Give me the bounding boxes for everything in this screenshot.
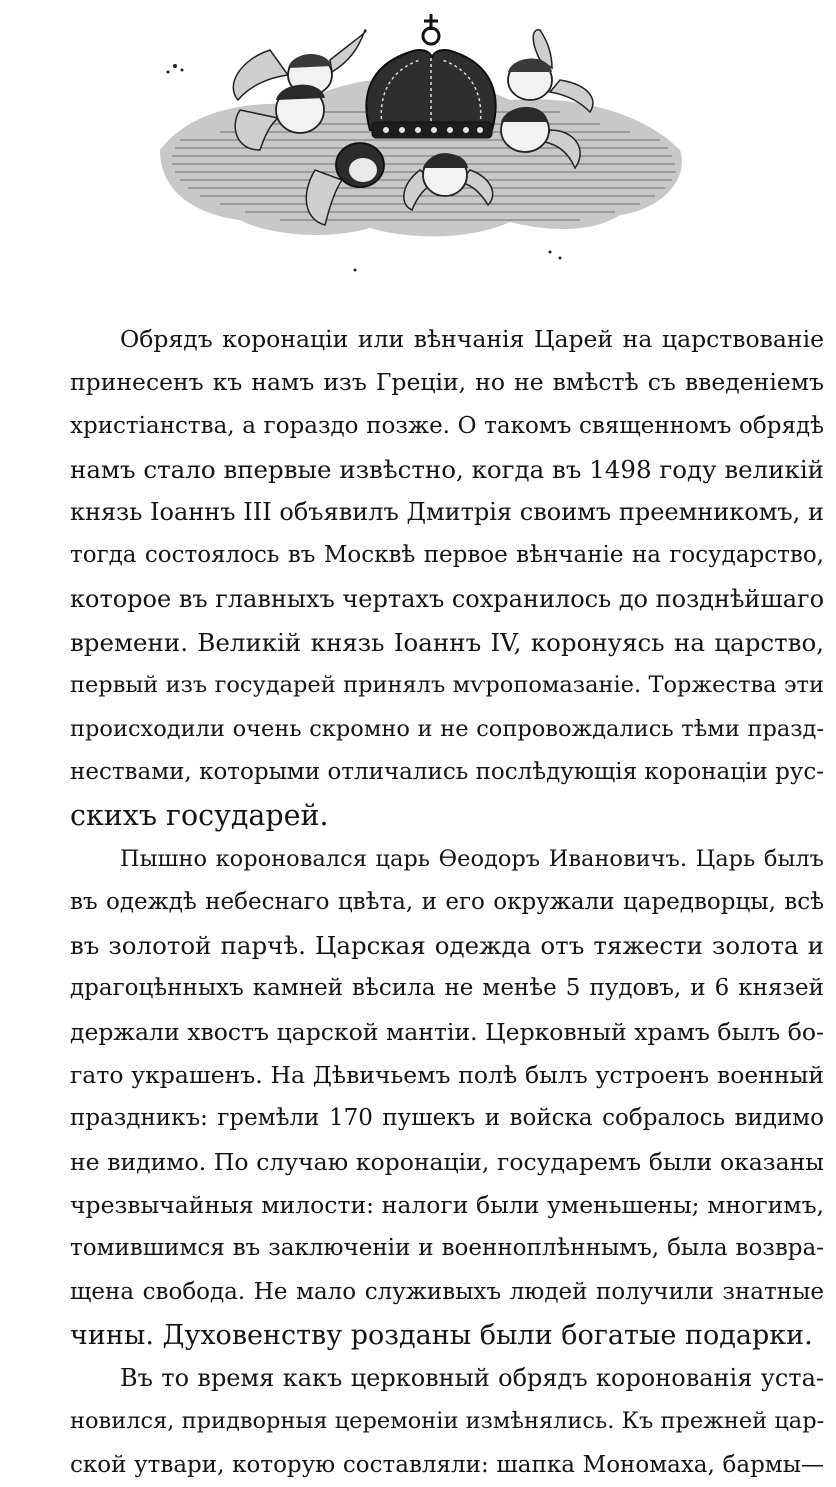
text-line: драгоцѣнныхъ камней вѣсила не менѣе 5 пудовъ, и 6 князей — [70, 975, 824, 1002]
text-line: христіанства, а гораздо позже. О такомъ священномъ обрядѣ — [70, 412, 824, 439]
text-line: въ золотой парчѣ. Царская одежда отъ тяжести золота и — [70, 931, 824, 961]
text-line: намъ стало впервые извѣстно, когда въ 1498 году великій — [70, 454, 824, 484]
text-line: новился, придворныя церемоніи измѣнялись. Къ прежней цар- — [70, 1408, 824, 1435]
text-line: которое въ главныхъ чертахъ сохранилось до позднѣйшаго — [70, 584, 824, 613]
text-line: чины. Духовенству розданы были богатые подарки. — [70, 1319, 813, 1351]
text-line: ской утвари, которую составляли: шапка Мономаха, бармы— — [70, 1451, 824, 1478]
paragraph-3 — [18, 1357, 824, 1487]
text-line: въ одеждѣ небеснаго цвѣта, и его окружали царедворцы, всѣ — [70, 888, 824, 915]
paragraph-2 — [18, 838, 824, 1358]
text-line: не видимо. По случаю коронаціи, государемъ были оказаны — [70, 1147, 824, 1176]
text-line: происходили очень скромно и не сопровождались тѣми празд- — [70, 715, 824, 742]
crown — [366, 14, 495, 138]
text-line: принесенъ къ намъ изъ Греціи, но не вмѣстѣ съ введеніемъ — [70, 368, 824, 397]
text-line: тогда состоялось въ Москвѣ первое вѣнчаніе на государство, — [70, 542, 824, 569]
text-line: гато украшенъ. На Дѣвичьемъ полѣ былъ устроенъ военный — [70, 1061, 824, 1090]
text-line: чрезвычайныя милости: налоги были уменьшены; многимъ, — [70, 1190, 824, 1219]
text-line: Пышно короновался царь Ѳеодоръ Ивановичъ. Царь былъ — [120, 845, 824, 872]
text-line: первый изъ государей принялъ мѵропомазаніе. Торжества эти — [70, 672, 824, 699]
article-body — [18, 318, 824, 1487]
text-line: князь Іоаннъ III объявилъ Дмитрія своимъ преемникомъ, и — [70, 498, 824, 527]
text-line: томившимся въ заключеніи и военноплѣннымъ, была возвра- — [70, 1235, 824, 1262]
text-line: праздникъ: гремѣли 170 пушекъ и войска собралось видимо — [70, 1105, 824, 1132]
text-line: скихъ государей. — [70, 799, 329, 833]
crown-with-cherubs-icon — [120, 0, 720, 290]
text-line: Обрядъ коронаціи или вѣнчанія Царей на царствованіе — [120, 325, 824, 353]
text-line: держали хвостъ царской мантіи. Церковный храмъ былъ бо- — [70, 1017, 824, 1046]
paragraph-1 — [18, 318, 824, 838]
text-line: нествами, которыми отличались послѣдующія коронаціи рус- — [70, 758, 824, 785]
text-line: времени. Великій князь Іоаннъ IV, коронуясь на царство, — [70, 628, 824, 658]
text-line: щена свобода. Не мало служивыхъ людей получили знатные — [70, 1278, 824, 1305]
text-line: Въ то время какъ церковный обрядъ коронованія уста- — [120, 1364, 824, 1393]
